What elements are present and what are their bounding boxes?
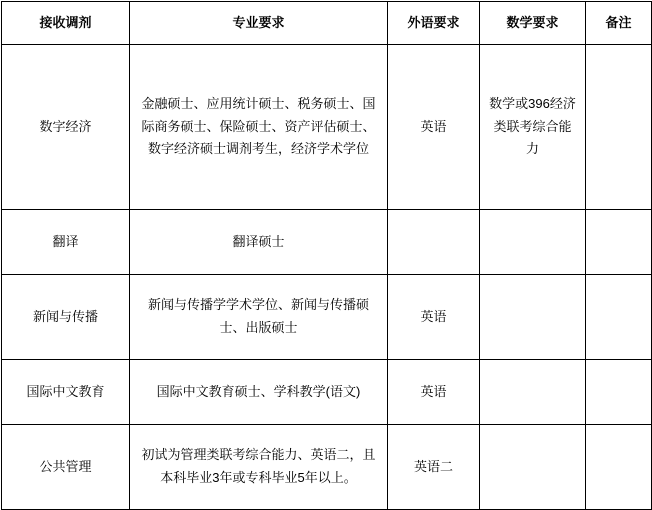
cell-math [480, 210, 586, 275]
cell-remark [586, 45, 652, 210]
cell-math [480, 425, 586, 510]
cell-program: 数字经济 [2, 45, 130, 210]
cell-major: 国际中文教育硕士、学科教学(语文) [130, 360, 388, 425]
cell-major: 翻译硕士 [130, 210, 388, 275]
cell-math: 数学或396经济类联考综合能力 [480, 45, 586, 210]
table-row [2, 45, 652, 210]
cell-program: 公共管理 [2, 425, 130, 510]
cell-foreign-language: 英语 [388, 275, 480, 360]
table-row [2, 275, 652, 360]
cell-program: 国际中文教育 [2, 360, 130, 425]
cell-remark [586, 425, 652, 510]
cell-program: 新闻与传播 [2, 275, 130, 360]
table-row [2, 425, 652, 510]
column-header-major: 专业要求 [130, 2, 388, 45]
document-page [0, 1, 652, 485]
cell-program: 翻译 [2, 210, 130, 275]
cell-foreign-language: 英语二 [388, 425, 480, 510]
cell-major: 金融硕士、应用统计硕士、税务硕士、国际商务硕士、保险硕士、资产评估硕士、数字经济硕士调剂考生，经济学术学位 [130, 45, 388, 210]
cell-remark [586, 210, 652, 275]
column-header-remark: 备注 [586, 2, 652, 45]
cell-remark [586, 360, 652, 425]
cell-math [480, 360, 586, 425]
column-header-foreign-language: 外语要求 [388, 2, 480, 45]
cell-foreign-language [388, 210, 480, 275]
cell-math [480, 275, 586, 360]
cell-foreign-language: 英语 [388, 45, 480, 210]
cell-foreign-language: 英语 [388, 360, 480, 425]
table-header-row [2, 2, 652, 45]
adjustment-requirements-table [1, 1, 652, 510]
column-header-program: 接收调剂 [2, 2, 130, 45]
column-header-math: 数学要求 [480, 2, 586, 45]
cell-remark [586, 275, 652, 360]
table-row [2, 360, 652, 425]
cell-major: 新闻与传播学学术学位、新闻与传播硕士、出版硕士 [130, 275, 388, 360]
table-row [2, 210, 652, 275]
cell-major: 初试为管理类联考综合能力、英语二，且本科毕业3年或专科毕业5年以上。 [130, 425, 388, 510]
table-header [2, 2, 652, 45]
table-body [2, 45, 652, 510]
